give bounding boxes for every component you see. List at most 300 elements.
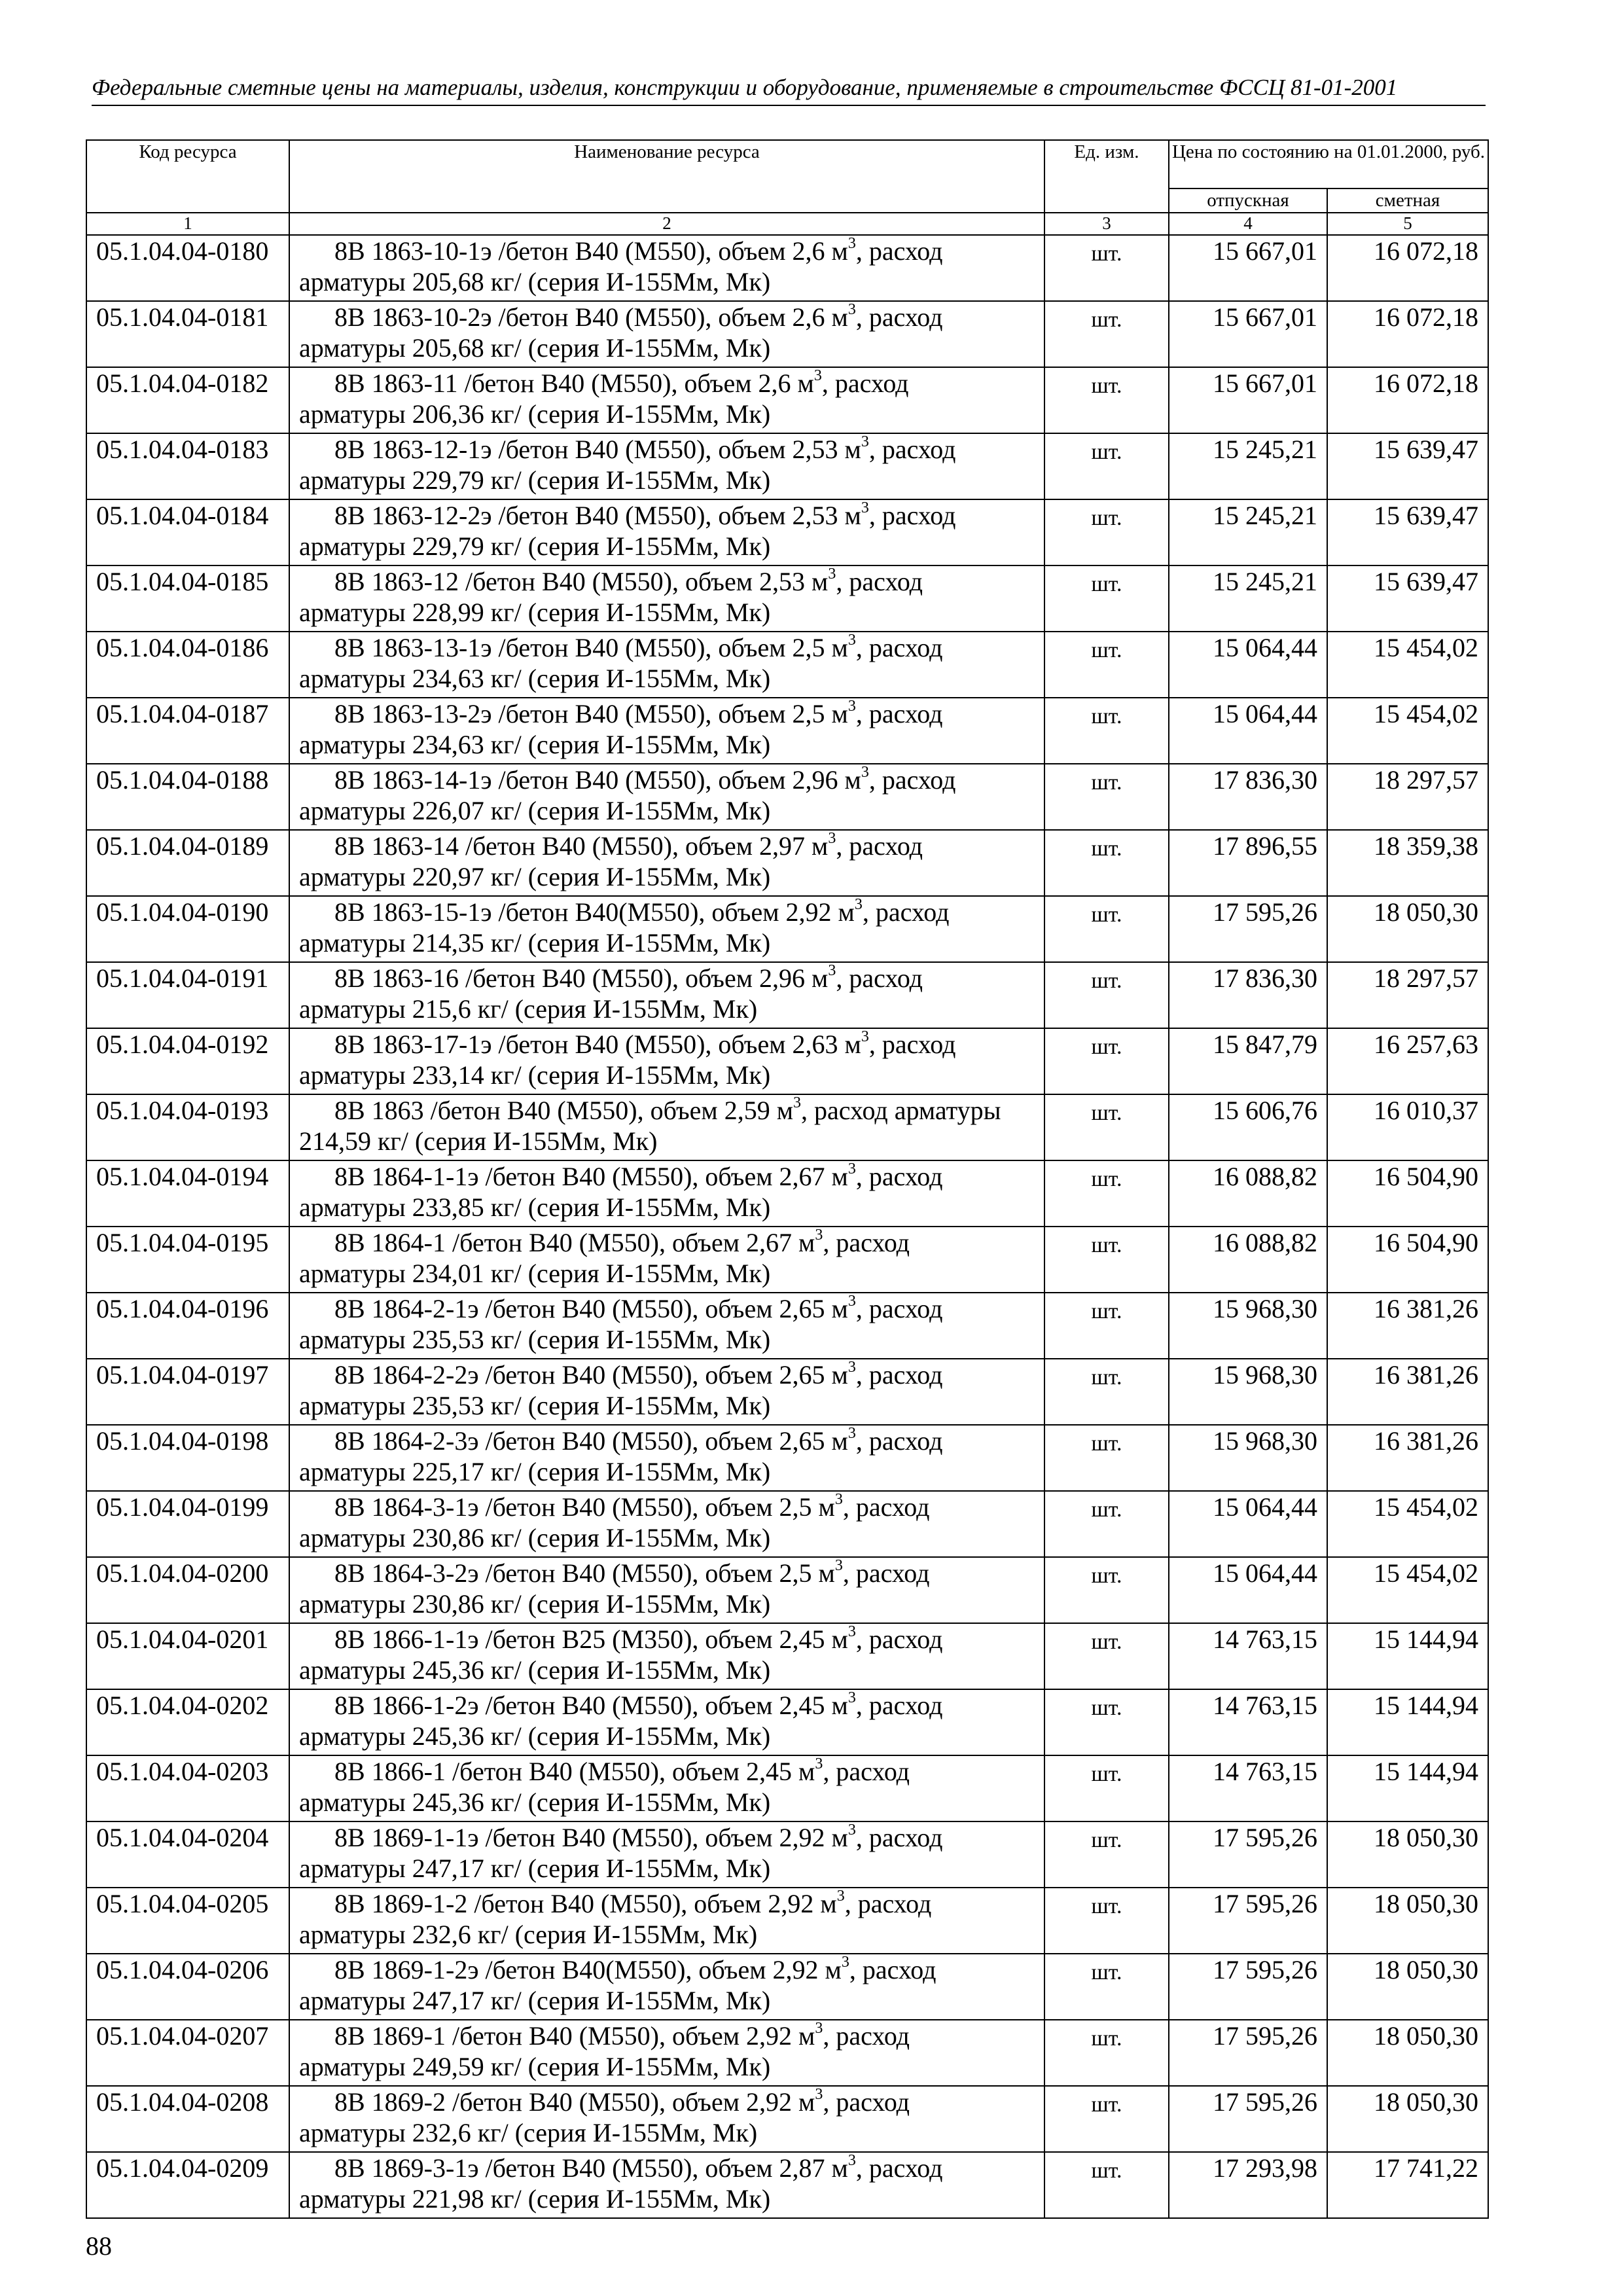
resource-name-line (299, 1756, 1040, 1787)
table-row (86, 1227, 1488, 1293)
resource-name-text: 8В 1864-2-2э /бетон В40 (М550), объем 2,65 м (334, 1360, 848, 1390)
resource-name-line (299, 963, 1040, 994)
unit-of-measure: шт. (1044, 235, 1169, 301)
column-header-name: Наименование ресурса (289, 140, 1044, 213)
estimate-price: 18 050,30 (1327, 2020, 1488, 2086)
resource-name-text: 8В 1863-12-2э /бетон В40 (М550), объем 2,53 м (334, 501, 861, 530)
column-header-estimate: сметная (1327, 188, 1488, 213)
table-row (86, 301, 1488, 367)
estimate-price: 15 454,02 (1327, 698, 1488, 764)
release-price: 17 896,55 (1169, 830, 1327, 896)
resource-code: 05.1.04.04-0198 (86, 1425, 289, 1491)
volume-unit-exponent: 3 (847, 1689, 856, 1706)
page-number: 88 (86, 2231, 112, 2261)
resource-name-text: , расход (855, 699, 943, 728)
resource-name-line: арматуры 245,36 кг/ (серия И-155Мм, Мк) (299, 1787, 771, 1817)
resource-name-line (299, 1095, 1040, 1126)
column-header-release: отпускная (1169, 188, 1327, 213)
unit-of-measure: шт. (1044, 1425, 1169, 1491)
volume-unit-exponent: 3 (834, 1491, 843, 1508)
unit-of-measure: шт. (1044, 2086, 1169, 2152)
release-price: 15 667,01 (1169, 235, 1327, 301)
resource-name (289, 1755, 1044, 1821)
resource-name-line: арматуры 232,6 кг/ (серия И-155Мм, Мк) (299, 2118, 758, 2147)
resource-name-text: , расход (868, 1030, 956, 1059)
unit-of-measure: шт. (1044, 1755, 1169, 1821)
unit-of-measure: шт. (1044, 896, 1169, 962)
resource-name-text: 8В 1863-12 /бетон В40 (М550), объем 2,53 м (334, 567, 829, 596)
resource-name-line: арматуры 230,86 кг/ (серия И-155Мм, Мк) (299, 1523, 771, 1552)
resource-name (289, 499, 1044, 565)
unit-of-measure: шт. (1044, 565, 1169, 632)
resource-name-text: 8В 1869-2 /бетон В40 (М550), объем 2,92 м (334, 2087, 815, 2117)
unit-of-measure: шт. (1044, 2020, 1169, 2086)
estimate-price: 18 359,38 (1327, 830, 1488, 896)
resource-name (289, 1623, 1044, 1689)
resource-code: 05.1.04.04-0207 (86, 2020, 289, 2086)
volume-unit-exponent: 3 (854, 896, 863, 913)
resource-name-text: 8В 1864-2-3э /бетон В40 (М550), объем 2,65 м (334, 1426, 848, 1456)
volume-unit-exponent: 3 (841, 1954, 849, 1971)
resource-name-line: арматуры 245,36 кг/ (серия И-155Мм, Мк) (299, 1655, 771, 1685)
resource-code: 05.1.04.04-0186 (86, 632, 289, 698)
resource-name-line (299, 831, 1040, 861)
volume-unit-exponent: 3 (847, 1160, 856, 1177)
unit-of-measure: шт. (1044, 1359, 1169, 1425)
resource-name-text: 8В 1866-1-1э /бетон В25 (М350), объем 2,45 м (334, 1624, 848, 1654)
estimate-price: 15 454,02 (1327, 1491, 1488, 1557)
resource-code: 05.1.04.04-0180 (86, 235, 289, 301)
resource-name-line (299, 236, 1040, 266)
table-row (86, 1557, 1488, 1623)
volume-unit-exponent: 3 (828, 830, 836, 847)
resource-name-line (299, 1426, 1040, 1456)
resource-name (289, 433, 1044, 499)
estimate-price: 15 454,02 (1327, 632, 1488, 698)
resource-code: 05.1.04.04-0183 (86, 433, 289, 499)
release-price: 15 606,76 (1169, 1094, 1327, 1160)
volume-unit-exponent: 3 (815, 1755, 823, 1772)
release-price: 15 667,01 (1169, 301, 1327, 367)
resource-name-line (299, 434, 1040, 465)
volume-unit-exponent: 3 (861, 764, 869, 781)
resource-name-line (299, 1690, 1040, 1721)
volume-unit-exponent: 3 (836, 1888, 845, 1905)
resource-code: 05.1.04.04-0208 (86, 2086, 289, 2152)
resource-name-line: арматуры 234,63 кг/ (серия И-155Мм, Мк) (299, 730, 771, 759)
resource-code: 05.1.04.04-0206 (86, 1954, 289, 2020)
resource-name-text: 8В 1863-13-2э /бетон В40 (М550), объем 2,5 м (334, 699, 848, 728)
release-price: 17 595,26 (1169, 1888, 1327, 1954)
resource-name (289, 2152, 1044, 2218)
resource-name-text: 8В 1863-14-1э /бетон В40 (М550), объем 2,96 м (334, 765, 861, 795)
estimate-price: 15 144,94 (1327, 1689, 1488, 1755)
estimate-price: 18 050,30 (1327, 2086, 1488, 2152)
resource-name-line: арматуры 230,86 кг/ (серия И-155Мм, Мк) (299, 1589, 771, 1619)
resource-name-line (299, 1954, 1040, 1985)
resource-code: 05.1.04.04-0187 (86, 698, 289, 764)
volume-unit-exponent: 3 (847, 1425, 856, 1442)
estimate-price: 15 639,47 (1327, 499, 1488, 565)
resource-code: 05.1.04.04-0205 (86, 1888, 289, 1954)
resource-code: 05.1.04.04-0190 (86, 896, 289, 962)
volume-unit-exponent: 3 (815, 1227, 823, 1244)
price-table (86, 139, 1489, 2219)
resource-name-line: арматуры 228,99 кг/ (серия И-155Мм, Мк) (299, 598, 771, 627)
resource-name (289, 1094, 1044, 1160)
unit-of-measure: шт. (1044, 1557, 1169, 1623)
resource-name-line: 214,59 кг/ (серия И-155Мм, Мк) (299, 1126, 658, 1156)
unit-of-measure: шт. (1044, 1954, 1169, 2020)
resource-name-line (299, 368, 1040, 399)
resource-name-line (299, 632, 1040, 663)
estimate-price: 18 050,30 (1327, 1954, 1488, 2020)
unit-of-measure: шт. (1044, 1160, 1169, 1227)
resource-code: 05.1.04.04-0192 (86, 1028, 289, 1094)
column-number: 5 (1327, 213, 1488, 235)
release-price: 14 763,15 (1169, 1755, 1327, 1821)
estimate-price: 15 639,47 (1327, 433, 1488, 499)
release-price: 15 968,30 (1169, 1425, 1327, 1491)
resource-name-text: , расход арматуры (801, 1096, 1001, 1125)
volume-unit-exponent: 3 (861, 499, 869, 516)
resource-name-line (299, 764, 1040, 795)
resource-code: 05.1.04.04-0185 (86, 565, 289, 632)
estimate-price: 16 072,18 (1327, 301, 1488, 367)
table-row (86, 896, 1488, 962)
unit-of-measure: шт. (1044, 698, 1169, 764)
resource-name-text: 8В 1863-17-1э /бетон В40 (М550), объем 2,63 м (334, 1030, 861, 1059)
resource-name-line (299, 1029, 1040, 1060)
table-row (86, 830, 1488, 896)
resource-name-text: , расход (821, 368, 909, 398)
release-price: 15 064,44 (1169, 698, 1327, 764)
resource-name-text: , расход (836, 567, 923, 596)
resource-name (289, 1954, 1044, 2020)
resource-name (289, 2020, 1044, 2086)
volume-unit-exponent: 3 (847, 632, 856, 649)
resource-name-text: 8В 1866-1 /бетон В40 (М550), объем 2,45 м (334, 1757, 815, 1786)
resource-name-text: , расход (855, 1294, 943, 1323)
column-number-row (86, 213, 1488, 235)
release-price: 15 847,79 (1169, 1028, 1327, 1094)
table-row (86, 1689, 1488, 1755)
resource-name-line (299, 2087, 1040, 2117)
resource-name-line: арматуры 234,63 кг/ (серия И-155Мм, Мк) (299, 664, 771, 693)
resource-code: 05.1.04.04-0209 (86, 2152, 289, 2218)
resource-name (289, 1888, 1044, 1954)
document-header: Федеральные сметные цены на материалы, изделия, конструкции и оборудование, применяемые в строительстве ФССЦ 81-01-2001 (92, 73, 1486, 106)
table-row (86, 962, 1488, 1028)
resource-name-text: , расход (862, 897, 950, 927)
table-row (86, 2152, 1488, 2218)
release-price: 17 595,26 (1169, 1954, 1327, 2020)
resource-name-line (299, 1558, 1040, 1588)
unit-of-measure: шт. (1044, 1623, 1169, 1689)
unit-of-measure: шт. (1044, 367, 1169, 433)
release-price: 15 064,44 (1169, 632, 1327, 698)
volume-unit-exponent: 3 (828, 565, 836, 583)
volume-unit-exponent: 3 (847, 301, 856, 318)
resource-name-text: , расход (855, 236, 943, 266)
resource-name-line: арматуры 221,98 кг/ (серия И-155Мм, Мк) (299, 2184, 771, 2214)
resource-name-text: , расход (855, 1624, 943, 1654)
release-price: 14 763,15 (1169, 1689, 1327, 1755)
table-row (86, 499, 1488, 565)
column-header-unit: Ед. изм. (1044, 140, 1169, 213)
unit-of-measure: шт. (1044, 764, 1169, 830)
resource-name-line (299, 1161, 1040, 1192)
resource-name-text: , расход (868, 435, 956, 464)
resource-name-line: арматуры 205,68 кг/ (серия И-155Мм, Мк) (299, 267, 771, 296)
resource-name-text: , расход (868, 501, 956, 530)
resource-name-text: , расход (855, 1823, 943, 1852)
resource-name-line: арматуры 206,36 кг/ (серия И-155Мм, Мк) (299, 399, 771, 429)
resource-name-line: арматуры 232,6 кг/ (серия И-155Мм, Мк) (299, 1920, 758, 1949)
unit-of-measure: шт. (1044, 1293, 1169, 1359)
estimate-price: 16 257,63 (1327, 1028, 1488, 1094)
resource-name (289, 632, 1044, 698)
resource-name-text: 8В 1863-11 /бетон В40 (М550), объем 2,6 м (334, 368, 814, 398)
resource-name (289, 962, 1044, 1028)
column-number: 3 (1044, 213, 1169, 235)
volume-unit-exponent: 3 (847, 1623, 856, 1640)
table-row (86, 433, 1488, 499)
resource-code: 05.1.04.04-0201 (86, 1623, 289, 1689)
volume-unit-exponent: 3 (847, 235, 856, 252)
estimate-price: 18 050,30 (1327, 1888, 1488, 1954)
resource-name-text: , расход (823, 1757, 910, 1786)
unit-of-measure: шт. (1044, 1028, 1169, 1094)
unit-of-measure: шт. (1044, 1888, 1169, 1954)
resource-name-text: 8В 1863-10-2э /бетон В40 (М550), объем 2,6 м (334, 302, 848, 332)
release-price: 17 595,26 (1169, 2086, 1327, 2152)
release-price: 17 595,26 (1169, 896, 1327, 962)
resource-name-text: , расход (836, 831, 923, 861)
resource-name-line (299, 1822, 1040, 1853)
resource-name-line: арматуры 215,6 кг/ (серия И-155Мм, Мк) (299, 994, 758, 1024)
release-price: 16 088,82 (1169, 1160, 1327, 1227)
resource-name-text: , расход (855, 1426, 943, 1456)
resource-name-line (299, 1293, 1040, 1324)
resource-code: 05.1.04.04-0196 (86, 1293, 289, 1359)
resource-name-line: арматуры 226,07 кг/ (серия И-155Мм, Мк) (299, 796, 771, 825)
unit-of-measure: шт. (1044, 1094, 1169, 1160)
resource-name-text: 8В 1869-1 /бетон В40 (М550), объем 2,92 м (334, 2021, 815, 2051)
table-row (86, 1359, 1488, 1425)
unit-of-measure: шт. (1044, 1227, 1169, 1293)
resource-name-text: , расход (855, 633, 943, 662)
volume-unit-exponent: 3 (861, 433, 869, 450)
table-row (86, 2086, 1488, 2152)
table-row (86, 1821, 1488, 1888)
unit-of-measure: шт. (1044, 962, 1169, 1028)
resource-name-text: , расход (849, 1955, 936, 1984)
unit-of-measure: шт. (1044, 1491, 1169, 1557)
resource-name-text: , расход (842, 1558, 930, 1588)
column-number: 1 (86, 213, 289, 235)
resource-code: 05.1.04.04-0199 (86, 1491, 289, 1557)
release-price: 17 595,26 (1169, 1821, 1327, 1888)
resource-name (289, 1689, 1044, 1755)
resource-name-line (299, 698, 1040, 729)
resource-name (289, 301, 1044, 367)
resource-name-text: 8В 1863-15-1э /бетон В40(М550), объем 2,92 м (334, 897, 855, 927)
volume-unit-exponent: 3 (828, 962, 836, 979)
resource-name-line (299, 1888, 1040, 1919)
volume-unit-exponent: 3 (815, 2086, 823, 2103)
resource-name (289, 1293, 1044, 1359)
resource-name-text: 8В 1869-3-1э /бетон В40 (М550), объем 2,87 м (334, 2153, 848, 2183)
resource-name-text: , расход (842, 1492, 930, 1522)
unit-of-measure: шт. (1044, 499, 1169, 565)
volume-unit-exponent: 3 (861, 1028, 869, 1045)
estimate-price: 18 297,57 (1327, 764, 1488, 830)
resource-name (289, 1491, 1044, 1557)
unit-of-measure: шт. (1044, 301, 1169, 367)
resource-name-line: арматуры 245,36 кг/ (серия И-155Мм, Мк) (299, 1721, 771, 1751)
resource-code: 05.1.04.04-0203 (86, 1755, 289, 1821)
table-row (86, 2020, 1488, 2086)
resource-name-line (299, 1492, 1040, 1522)
estimate-price: 18 050,30 (1327, 896, 1488, 962)
resource-name-text: 8В 1863-10-1э /бетон В40 (М550), объем 2,6 м (334, 236, 848, 266)
table-row (86, 698, 1488, 764)
resource-name-line: арматуры 247,17 кг/ (серия И-155Мм, Мк) (299, 1986, 771, 2015)
unit-of-measure: шт. (1044, 1821, 1169, 1888)
resource-name-text: 8В 1863-12-1э /бетон В40 (М550), объем 2,53 м (334, 435, 861, 464)
table-row (86, 1028, 1488, 1094)
resource-name-line: арматуры 214,35 кг/ (серия И-155Мм, Мк) (299, 928, 771, 958)
resource-name-line: арматуры 229,79 кг/ (серия И-155Мм, Мк) (299, 465, 771, 495)
release-price: 15 968,30 (1169, 1359, 1327, 1425)
resource-name (289, 830, 1044, 896)
estimate-price: 15 454,02 (1327, 1557, 1488, 1623)
release-price: 15 245,21 (1169, 565, 1327, 632)
table-row (86, 367, 1488, 433)
resource-name (289, 1557, 1044, 1623)
unit-of-measure: шт. (1044, 2152, 1169, 2218)
volume-unit-exponent: 3 (815, 2020, 823, 2037)
resource-name-line (299, 500, 1040, 531)
release-price: 15 968,30 (1169, 1293, 1327, 1359)
resource-name-text: 8В 1866-1-2э /бетон В40 (М550), объем 2,45 м (334, 1691, 848, 1720)
resource-name-line (299, 897, 1040, 927)
resource-code: 05.1.04.04-0191 (86, 962, 289, 1028)
column-number: 4 (1169, 213, 1327, 235)
table-row (86, 565, 1488, 632)
estimate-price: 16 381,26 (1327, 1293, 1488, 1359)
resource-name-line: арматуры 225,17 кг/ (серия И-155Мм, Мк) (299, 1457, 771, 1486)
resource-name-text: , расход (844, 1889, 932, 1918)
column-header-code: Код ресурса (86, 140, 289, 213)
estimate-price: 16 072,18 (1327, 367, 1488, 433)
resource-name-text: 8В 1869-1-2э /бетон В40(М550), объем 2,92 м (334, 1955, 842, 1984)
volume-unit-exponent: 3 (847, 2152, 856, 2169)
resource-name-text: , расход (855, 2153, 943, 2183)
volume-unit-exponent: 3 (793, 1094, 802, 1111)
resource-name-text: , расход (855, 302, 943, 332)
resource-code: 05.1.04.04-0204 (86, 1821, 289, 1888)
resource-name (289, 1227, 1044, 1293)
column-number: 2 (289, 213, 1044, 235)
resource-code: 05.1.04.04-0194 (86, 1160, 289, 1227)
release-price: 17 836,30 (1169, 764, 1327, 830)
resource-name-line: арматуры 233,14 кг/ (серия И-155Мм, Мк) (299, 1060, 771, 1090)
resource-name-line (299, 2153, 1040, 2183)
table-row (86, 1755, 1488, 1821)
resource-name-line: арматуры 235,53 кг/ (серия И-155Мм, Мк) (299, 1325, 771, 1354)
release-price: 17 595,26 (1169, 2020, 1327, 2086)
table-row (86, 1623, 1488, 1689)
resource-name-line (299, 1359, 1040, 1390)
resource-code: 05.1.04.04-0189 (86, 830, 289, 896)
resource-name-text: , расход (823, 2087, 910, 2117)
estimate-price: 15 144,94 (1327, 1623, 1488, 1689)
resource-name-text: , расход (823, 2021, 910, 2051)
resource-name-text: , расход (855, 1162, 943, 1191)
resource-code: 05.1.04.04-0200 (86, 1557, 289, 1623)
release-price: 16 088,82 (1169, 1227, 1327, 1293)
resource-name (289, 1160, 1044, 1227)
estimate-price: 17 741,22 (1327, 2152, 1488, 2218)
resource-name-line (299, 302, 1040, 332)
unit-of-measure: шт. (1044, 1689, 1169, 1755)
resource-name-text: 8В 1864-1-1э /бетон В40 (М550), объем 2,67 м (334, 1162, 848, 1191)
resource-name-text: 8В 1864-3-1э /бетон В40 (М550), объем 2,5 м (334, 1492, 835, 1522)
resource-name-text: , расход (836, 963, 923, 993)
volume-unit-exponent: 3 (847, 1359, 856, 1376)
resource-name-line (299, 2020, 1040, 2051)
resource-code: 05.1.04.04-0182 (86, 367, 289, 433)
resource-name-text: , расход (823, 1228, 910, 1257)
resource-code: 05.1.04.04-0197 (86, 1359, 289, 1425)
table-row (86, 1888, 1488, 1954)
volume-unit-exponent: 3 (847, 698, 856, 715)
resource-name (289, 698, 1044, 764)
resource-name (289, 896, 1044, 962)
resource-code: 05.1.04.04-0184 (86, 499, 289, 565)
resource-name-text: 8В 1863-16 /бетон В40 (М550), объем 2,96 м (334, 963, 829, 993)
resource-code: 05.1.04.04-0188 (86, 764, 289, 830)
estimate-price: 15 639,47 (1327, 565, 1488, 632)
resource-name (289, 367, 1044, 433)
resource-name-line: арматуры 234,01 кг/ (серия И-155Мм, Мк) (299, 1259, 771, 1288)
release-price: 15 667,01 (1169, 367, 1327, 433)
release-price: 15 245,21 (1169, 433, 1327, 499)
release-price: 15 064,44 (1169, 1491, 1327, 1557)
resource-code: 05.1.04.04-0181 (86, 301, 289, 367)
release-price: 15 064,44 (1169, 1557, 1327, 1623)
release-price: 17 293,98 (1169, 2152, 1327, 2218)
volume-unit-exponent: 3 (834, 1557, 843, 1574)
resource-name-line (299, 566, 1040, 597)
estimate-price: 16 504,90 (1327, 1227, 1488, 1293)
resource-name (289, 565, 1044, 632)
resource-name-text: 8В 1863-13-1э /бетон В40 (М550), объем 2,5 м (334, 633, 848, 662)
resource-name-line: арматуры 220,97 кг/ (серия И-155Мм, Мк) (299, 862, 771, 891)
resource-name-line (299, 1227, 1040, 1258)
table-row (86, 1491, 1488, 1557)
resource-name (289, 235, 1044, 301)
volume-unit-exponent: 3 (813, 367, 822, 384)
resource-name (289, 2086, 1044, 2152)
estimate-price: 16 381,26 (1327, 1359, 1488, 1425)
unit-of-measure: шт. (1044, 632, 1169, 698)
resource-code: 05.1.04.04-0193 (86, 1094, 289, 1160)
resource-name-line: арматуры 249,59 кг/ (серия И-155Мм, Мк) (299, 2052, 771, 2081)
unit-of-measure: шт. (1044, 830, 1169, 896)
